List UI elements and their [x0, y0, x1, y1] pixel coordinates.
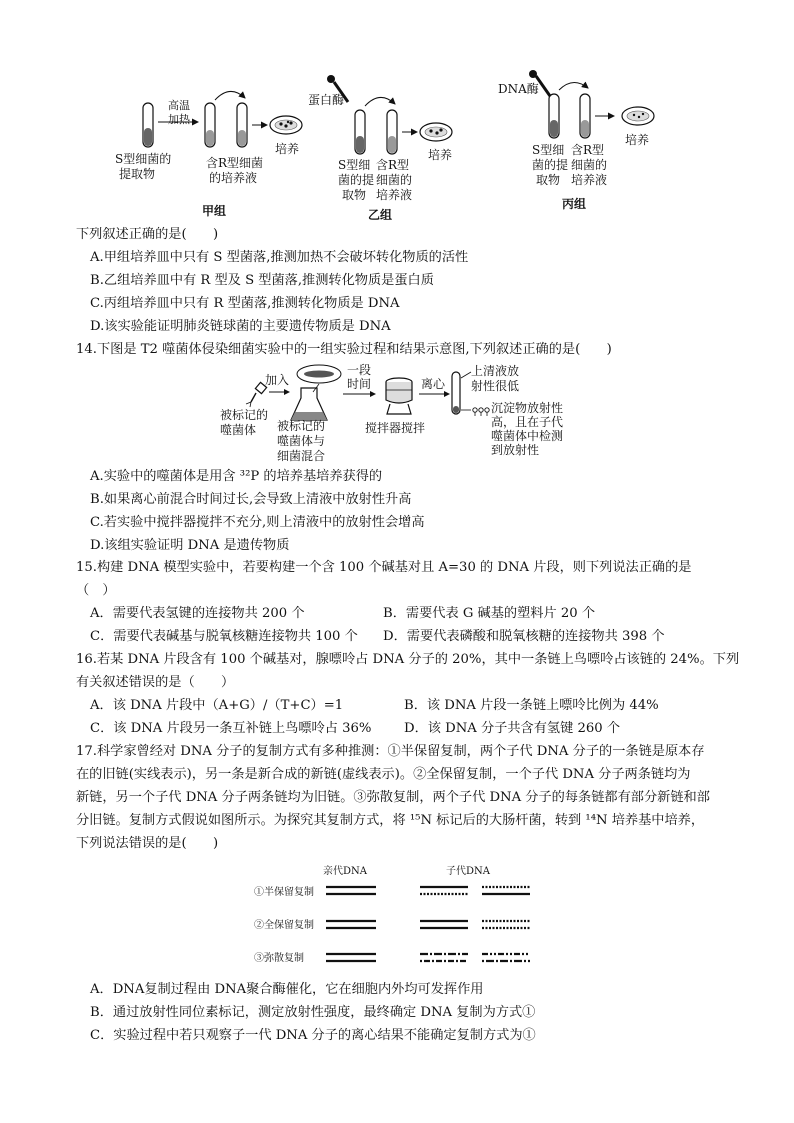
- parent-strands: [326, 887, 376, 894]
- group-label: 甲组: [202, 204, 227, 218]
- label-supernatant: 射性很低: [471, 379, 520, 393]
- group-label: 丙组: [562, 197, 587, 211]
- label-stir: 搅拌器搅拌: [365, 421, 426, 435]
- stirrer-icon: [386, 378, 412, 414]
- label-time: 一段: [347, 363, 372, 377]
- group-label: 乙组: [368, 208, 393, 222]
- caption-r-culture: 含R型: [571, 143, 605, 157]
- caption-r-culture: 的培养液: [209, 171, 258, 185]
- q13-option-c: C.丙组培养皿中只有 R 型菌落,推测转化物质是 DNA: [90, 296, 400, 311]
- label-child-dna: 子代DNA: [446, 866, 490, 877]
- q14-stem: 14.下图是 T2 噬菌体侵染细菌实验中的一组实验过程和结果示意图,下列叙述正确的是( ): [76, 342, 612, 357]
- caption-r-culture: 含R型细菌: [206, 156, 264, 170]
- label-enzyme: 蛋白酶: [308, 93, 345, 107]
- label-sediment: 到放射性: [491, 443, 540, 457]
- label-labeled-phage: 噬菌体: [220, 423, 257, 437]
- q15-option-a: A．需要代表氢键的连接物共 200 个: [90, 606, 305, 621]
- q14-option-c: C.若实验中搅拌器搅拌不充分,则上清液中的放射性会增高: [90, 515, 425, 530]
- q13-option-a: A.甲组培养皿中只有 S 型菌落,推测加热不会破坏转化物质的活性: [90, 250, 469, 265]
- caption-s-extract: S型细: [532, 143, 565, 157]
- q14-option-b: B.如果离心前混合时间过长,会导致上清液中放射性升高: [90, 492, 412, 507]
- child-strands: [420, 921, 530, 928]
- label-mix: 噬菌体与: [277, 434, 326, 448]
- label-parent-dna: 亲代DNA: [323, 866, 367, 877]
- label-mix: 被标记的: [277, 419, 326, 433]
- q17-stem-line: 在的旧链(实线表示)，另一条是新合成的新链(虚线表示)。②全保留复制，一个子代 DNA 分子两条链均为: [76, 767, 691, 782]
- caption-s-extract: 取物: [342, 188, 367, 202]
- group-jia: [115, 91, 302, 218]
- q13-option-d: D.该实验能证明肺炎链球菌的主要遗传物质是 DNA: [90, 319, 391, 334]
- q17-option-b: B．通过放射性同位素标记，测定放射性强度，最终确定 DNA 复制为方式①: [90, 1005, 536, 1020]
- q15-option-b: B．需要代表 G 碱基的塑料片 20 个: [383, 606, 596, 621]
- q16-option-d: D．该 DNA 分子共含有氢键 260 个: [404, 721, 621, 736]
- q16-option-a: A．该 DNA 片段中（A+G）/（T+C）=1: [90, 698, 344, 713]
- q16-option-c: C．该 DNA 片段另一条互补链上鸟嘌呤占 36%: [90, 721, 372, 736]
- group-yi: [308, 75, 452, 222]
- parent-strands: [326, 921, 376, 928]
- parent-strands: [326, 954, 376, 961]
- caption-s-extract: 菌的提: [532, 158, 569, 172]
- label-conservative: ②全保留复制: [254, 920, 314, 931]
- child-strands: [420, 887, 530, 894]
- label-time: 时间: [347, 377, 372, 391]
- group-bing: [498, 70, 654, 211]
- label-culture: 培养: [625, 133, 650, 147]
- caption-r-culture: 含R型: [376, 158, 410, 172]
- label-sediment: 高，且在子代: [491, 415, 564, 429]
- q15-stem-paren: （ ）: [76, 583, 116, 598]
- caption-s-extract: S型细菌的: [115, 152, 172, 166]
- q17-option-c: C．实验过程中若只观察子一代 DNA 分子的离心结果不能确定复制方式为①: [90, 1028, 536, 1043]
- label-mix: 细菌混合: [277, 449, 326, 463]
- label-supernatant: 上清液放: [471, 364, 520, 378]
- q17-stem-line: 分旧链。复制方式假说如图所示。为探究其复制方式，将 ¹⁵N 标记后的大肠杆菌，转到 ¹⁴N 培养基中培养，: [76, 813, 705, 828]
- q17-stem-line: 下列说法错误的是( ): [76, 836, 219, 851]
- caption-r-culture: 细菌的: [571, 158, 608, 172]
- q14-option-a: A.实验中的噬菌体是用含 ³²P 的培养基培养获得的: [90, 469, 383, 484]
- label-add: 加入: [265, 373, 290, 387]
- q16-stem-line2: 有关叙述错误的是（ ）: [76, 675, 235, 690]
- label-dispersive: ③弥散复制: [254, 953, 304, 964]
- label-culture: 培养: [275, 142, 300, 156]
- q16-stem: 16.若某 DNA 片段含有 100 个碱基对，腺嘌呤占 DNA 分子的 20%，其中一条链上鸟嘌呤占该链的 24%。下列: [76, 652, 740, 667]
- caption-s-extract: 取物: [536, 173, 561, 187]
- label-sediment: 噬菌体中检测: [491, 429, 564, 443]
- label-high-temp: 高温: [168, 99, 190, 112]
- q14-option-d: D.该组实验证明 DNA 是遗传物质: [90, 538, 290, 553]
- caption-r-culture: 培养液: [571, 173, 608, 187]
- q17-option-a: A．DNA复制过程由 DNA聚合酶催化，它在细胞内外均可发挥作用: [90, 982, 484, 997]
- label-sediment: 沉淀物放射性: [491, 401, 564, 415]
- label-semiconservative: ①半保留复制: [254, 887, 314, 898]
- q13-stem: 下列叙述正确的是( ): [76, 227, 219, 242]
- phage-icon: [246, 382, 267, 407]
- phage-cluster-icon: [473, 408, 489, 416]
- label-centrifuge: 离心: [421, 377, 446, 391]
- caption-s-extract: 菌的提: [338, 173, 375, 187]
- label-enzyme: DNA酶: [498, 82, 539, 96]
- q16-option-b: B．该 DNA 片段一条链上嘌呤比例为 44%: [404, 698, 659, 713]
- caption-s-extract: S型细: [338, 158, 371, 172]
- label-labeled-phage: 被标记的: [220, 408, 269, 422]
- q15-option-d: D．需要代表磷酸和脱氧核糖的连接物共 398 个: [383, 629, 665, 644]
- label-heat: 加热: [168, 113, 190, 126]
- caption-r-culture: 培养液: [376, 188, 413, 202]
- figure-17-replication-models: [250, 862, 550, 972]
- q17-stem-line: 新链，另一个子代 DNA 分子两条链均为旧链。③弥散复制，两个子代 DNA 分子的每条链都有部分新链和部: [76, 790, 710, 805]
- label-culture: 培养: [428, 148, 453, 162]
- q17-stem-line: 17.科学家曾经对 DNA 分子的复制方式有多种推测：①半保留复制，两个子代 DNA 分子的一条链是原本存: [76, 744, 705, 759]
- child-strands: [420, 954, 530, 961]
- figure-13-transformation-experiment: [110, 70, 680, 230]
- q15-stem: 15.构建 DNA 模型实验中，若要构建一个含 100 个碱基对且 A=30 的 DNA 片段，则下列说法正确的是: [76, 560, 692, 575]
- caption-r-culture: 细菌的: [376, 173, 413, 187]
- figure-14-phage-experiment: [215, 362, 585, 464]
- caption-s-extract: 提取物: [119, 167, 156, 181]
- q13-option-b: B.乙组培养皿中有 R 型及 S 型菌落,推测转化物质是蛋白质: [90, 273, 434, 288]
- q15-option-c: C．需要代表碱基与脱氧核糖连接物共 100 个: [90, 629, 358, 644]
